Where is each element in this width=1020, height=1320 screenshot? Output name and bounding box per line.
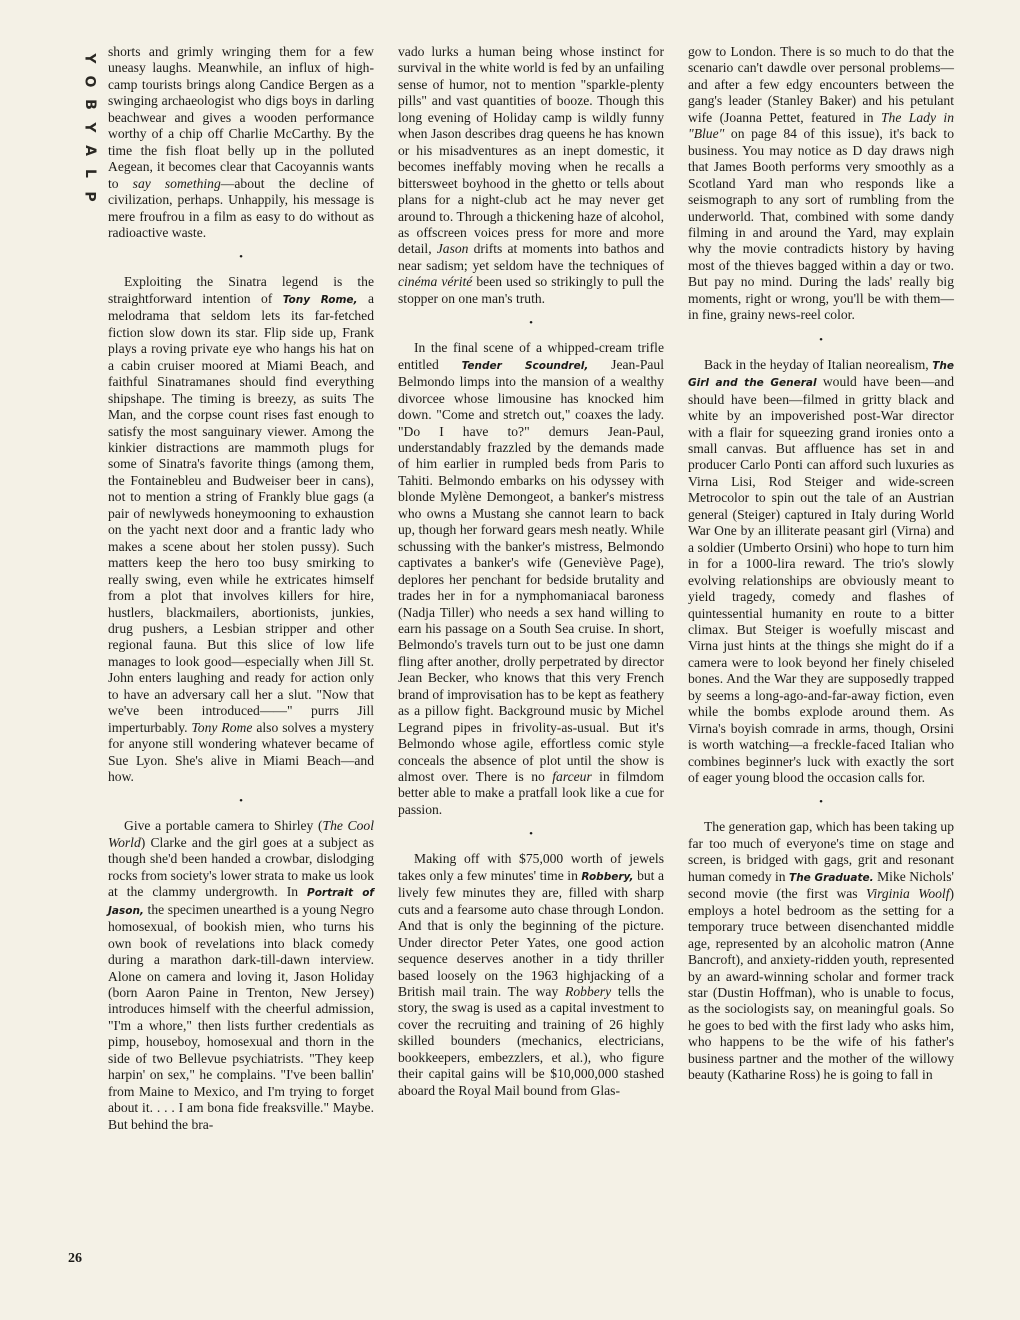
paragraph-portrait-of-jason: Give a portable camera to Shirley (The Cool World) Clarke and the girl goes at a subject as though she'd been handed a crowbar, dislodging rocks from society's lower strata to make us look at the clammy undergrowth. In Portrait of Jason, the specimen unearthed is a young Negro homosexual, of bookish mien, who turns his own book of revelations into black comedy during a marathon dark-till-dawn interview. Alone on camera and loving it, Jason Holiday (born Aaron Paine in Trenton, New Jersey) introduces himself with the cheerful admission, "I'm a whore," then lists further credentials as pimp, houseboy, homosexual and thorn in the side of two Bellevue psychiatrists. "They keep harpin' on sex," he complains. "I've been ballin' from Maine to Mexico, and I'm trying to forget about it. . . . I am bona fide freaksville." Maybe. But behind the bra-: [108, 818, 374, 1132]
section-bullet: [108, 241, 374, 274]
paragraph-tony-rome: Exploiting the Sinatra legend is the straightforward intention of Tony Rome, a melodrama that seldom lets its far-fetched fiction slow down its star. Flip side up, Frank plays a roving private eye who hangs his hat on a cabin cruiser moored at Miami Beach, and faithful Sinatramanes should find everything shipshape. The timing is breezy, as suits The Man, and the corpse count rises fast enough to satisfy the most sanguinary viewer. Among the kinkier distractions are mammoth plugs for some of Sinatra's favorite things (among them, the Fontainebleu and Budweiser beer in cans), not to mention a string of Frankly blue gags (a pair of newlyweds honeymooning to exhaustion on the yacht next door and a frantic lady who makes a scene about her stolen pussy). Such matters keep the hero too busy smirking to really swing, even while he extricates himself from a plot that involves killers for hire, hustlers, blackmailers, abortionists, junkies, drug pushers, a Lesbian stripper and other regional fauna. But this slice of low life manages to look good—especially when Jill St. John enters laughing and ready for action only to have an adversary call her a slut. "Now that we've been introduced——" purrs Jill imperturbably. Tony Rome also solves a mystery for anyone still wondering whatever became of Sue Lyon. She's alive in Miami Beach—and how.: [108, 274, 374, 785]
section-bullet: [688, 786, 954, 819]
film-title-the-graduate: The Graduate.: [789, 871, 874, 884]
article-column-1: [108, 44, 374, 1133]
film-title-tender-scoundrel: Tender Scoundrel,: [461, 359, 589, 372]
film-title-robbery: Robbery,: [581, 870, 634, 883]
playboy-logo-letter: P: [81, 191, 98, 202]
film-title-portrait-of-jason: Portrait of Jason,: [108, 887, 374, 917]
section-bullet: [688, 324, 954, 357]
article-column-2: [398, 44, 664, 1099]
paragraph-never-on-sunday-end: shorts and grimly wringing them for a few uneasy laughs. Meanwhile, an influx of high-camp tourists brings along Candice Bergen as a swinging archaeologist who digs boys in darling beachwear and gives a wooden performance worthy of a chip off Charlie McCarthy. By the time the fish float belly up in the polluted Aegean, it becomes clear that Cacoyannis wants to say something—about the decline of civilization, perhaps. Unhappily, his message is mere froufrou in a film as easy to do without as radioactive waste.: [108, 44, 374, 240]
paragraph-tender-scoundrel: In the final scene of a whipped-cream trifle entitled Tender Scoundrel, Jean-Paul Belmondo limps into the mansion of a wealthy divorcee whose limousine has knocked him down. "Come and stretch out," coaxes the lady. "Do I have to?" demurs Jean-Paul, understandably frazzled by the demands made of him earlier in rumpled beds from Paris to Tahiti. Belmondo embarks on his odyssey with blonde Mylène Demongeot, a banker's mistress who owns a Mustang she cannot learn to back up, though her forward gears mesh neatly. While schussing with the banker's mistress, Belmondo captivates a banker's wife (Geneviève Page), deplores her penchant for bedside brutality and trades her in for a nymphomaniacal baroness (Nadja Tiller) who needs a sex hand willing to earn his passage on a South Sea cruise. In short, Belmondo's travels turn out to be just one damn fling after another, drolly perpetrated by director Jean Becker, who knows that this very French brand of improvisation has to be kept as feathery as a pillow fight. Background music by Michel Legrand pipes in frivolity-as-usual. But it's Belmondo whose agile, effortless comic style conceals the absence of plot until the show is almost over. There is no farceur in filmdom better able to make a pratfall look like a cue for passion.: [398, 340, 665, 817]
paragraph-robbery-cont: gow to London. There is so much to do that the scenario can't dawdle over personal problems—and after a few edgy encounters between the gang's leader (Stanley Baker) and his petulant wife (Joanna Pettet, featured in The Lady in "Blue" on page 84 of this issue), it's back to business. You may notice as D day draws nigh that James Booth performs very smoothly as a Scotland Yard man who responds like a seismograph to any sort of rumbling from the underworld. That, combined with some dandy filming in and around the Yard, may explain why the movie contradicts history by having most of the thieves bagged within a day or two. But pay no mind. During the lads' really big moments, right or wrong, you'll be with them—in fine, grainy news-reel color.: [688, 44, 954, 323]
playboy-logo-letter: O: [81, 75, 98, 88]
playboy-logo-letter: Y: [81, 122, 98, 133]
playboy-logo-letter: B: [81, 99, 98, 110]
playboy-vertical-logo: [78, 47, 100, 208]
playboy-logo-letter: L: [81, 169, 98, 178]
page-number: 26: [68, 1251, 82, 1266]
paragraph-jason-cont: vado lurks a human being whose instinct for survival in the white world is fed by an unfailing sense of humor, not to mention "sparkle-plenty pills" and vast quantities of booze. Though this long evening of Holiday camp is wildly funny when Jason describes drag queens he has known or his misadventures as an inept domestic, it becomes ineffably moving when he recalls a bittersweet boyhood in the ghetto or tells about plans for a night-club act he may never get around to. Through a thickening haze of alcohol, as offscreen voices press for more and more detail, Jason drifts at moments into bathos and near sadism; yet seldom have the techniques of cinéma vérité been used so strikingly to pull the stopper on one man's truth.: [398, 44, 664, 306]
film-title-tony-rome: Tony Rome,: [282, 293, 358, 306]
section-bullet: [398, 307, 664, 340]
film-title-girl-and-general: The Girl and the General: [688, 359, 954, 390]
section-bullet: [398, 818, 664, 851]
paragraph-the-graduate: The generation gap, which has been taking up far too much of everyone's time on stage and screen, is bridged with gags, grit and resonant human comedy in The Graduate. Mike Nichols' second movie (the first was Virginia Woolf) employs a hotel bedroom as the setting for a temporary truce between disenchanted middle age, represented by an alcoholic matron (Anne Bancroft), and anxiety-ridden youth, represented by an award-winning scholar and former track star (Dustin Hoffman), who is unable to focus, as the sociologists say, on meaningful goals. So he goes to bed with the first lady who asks him, who happens to be the wife of his father's business partner and the mother of the willowy beauty (Katharine Ross) he is going to fall in: [688, 819, 955, 1083]
playboy-logo-letter: A: [81, 145, 98, 156]
playboy-logo-letter: Y: [81, 53, 98, 64]
article-column-3: [688, 44, 954, 1084]
paragraph-girl-and-general: Back in the heyday of Italian neorealism, The Girl and the General would have been—and should have been—filmed in gritty black and white by an impoverished post-War director with a flair for squeezing grand ironies onto a small canvas. But affluence has set in and producer Carlo Ponti can afford such luxuries as Virna Lisi, Rod Steiger and wide-screen Metrocolor to spin out the tale of an Austrian general (Steiger) captured in Italy during World War One by an illiterate peasant girl (Virna) and a soldier (Umberto Orsini) who hope to turn him in for a 1000-lira reward. The trio's slowly evolving relationships are obviously meant to yield tragedy, comedy and flashes of quintessential humanity en route to a bitter climax. But Steiger is woefully miscast and Virna just hints at the things she might do if a camera were to look beyond her finely chiseled bones. And the War they are supposedly trapped by seems a long-ago-and-far-away fiction, even while the bombs explode around them. As Virna's boyish comrade in arms, though, Orsini is worth watching—a freckle-faced Italian who combines beginner's luck with exactly the sort of eager young blood the occasion calls for.: [688, 356, 954, 786]
paragraph-robbery: Making off with $75,000 worth of jewels takes only a few minutes' time in Robbery, but a lively few minutes they are, filled with sharp cuts and a fearsome auto chase through London. And that is only the beginning of the picture. Under director Peter Yates, one good action sequence deserves another in a tidy thriller based loosely on the 1963 highjacking of a British mail train. The way Robbery tells the story, the swag is used as a capital investment to cover the recruiting and training of 26 highly skilled bounders (mechanics, electricians, bookkeepers, embezzlers, et al.), who figure their capital gains will be $10,000,000 stashed aboard the Royal Mail bound from Glas-: [398, 851, 665, 1098]
section-bullet: [108, 785, 374, 818]
